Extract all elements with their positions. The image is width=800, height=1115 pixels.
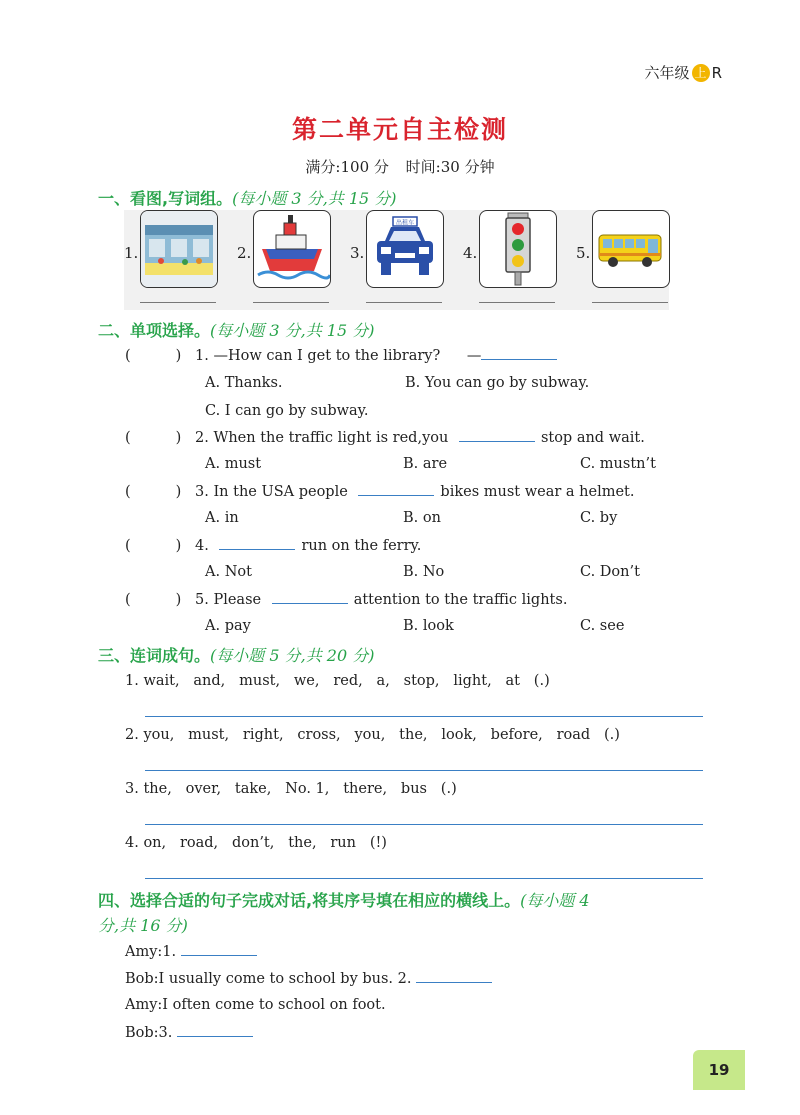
picture-item-4 [463, 210, 573, 310]
dialogue-line-3: Amy:I often come to school on foot. [125, 997, 386, 1013]
dialogue-text: Amy:1. [125, 944, 177, 960]
question-text: stop and wait. [540, 430, 645, 446]
option-b[interactable]: B. are [403, 456, 448, 472]
dialogue-text: Bob:3. [125, 1025, 173, 1041]
option-c[interactable]: C. mustn’t [580, 456, 656, 472]
section-3-heading [98, 643, 374, 666]
section-4-note: (每小题 4 [520, 891, 590, 910]
page-number: 19 [693, 1050, 745, 1090]
picture-item-3 [350, 210, 460, 310]
paren-open: ( [125, 430, 131, 446]
answer-blank[interactable] [140, 302, 216, 303]
question-2-2 [125, 429, 645, 446]
picture-number: 2. [237, 244, 252, 262]
question-2-1 [125, 347, 557, 364]
paren-open: ( [125, 348, 131, 364]
option-b[interactable]: B. look [403, 618, 454, 634]
paren-open: ( [125, 538, 131, 554]
grade-label: 六年级 [644, 64, 690, 82]
picture-number: 1. [124, 244, 139, 262]
subway-station-icon [140, 210, 218, 288]
dialogue-text: Bob:I usually come to school by bus. 2. [125, 971, 412, 987]
full-score: 满分:100 分 [305, 158, 389, 176]
option-a[interactable]: A. Not [205, 564, 252, 580]
answer-blank[interactable] [181, 943, 257, 956]
paren-close: ) [175, 538, 182, 554]
paren-close: ) [175, 484, 182, 500]
paren-close: ) [175, 430, 182, 446]
option-a[interactable]: A. must [205, 456, 262, 472]
answer-blank[interactable] [219, 537, 295, 550]
answer-blank[interactable] [592, 302, 668, 303]
taxi-icon [366, 210, 444, 288]
option-c[interactable]: C. by [580, 510, 618, 526]
section-4-title: 四、选择合适的句子完成对话,将其序号填在相应的横线上。 [98, 891, 521, 910]
bus-icon [592, 210, 670, 288]
answer-blank[interactable] [272, 591, 348, 604]
question-text: — [466, 348, 482, 364]
grade-tag [645, 62, 722, 83]
answer-blank[interactable] [459, 429, 535, 442]
section-3-note: (每小题 5 分,共 20 分) [210, 646, 375, 665]
question-2-3 [125, 483, 634, 500]
section-2-note: (每小题 3 分,共 15 分) [210, 321, 375, 340]
option-a[interactable]: A. Thanks. [205, 375, 283, 391]
ferry-icon [253, 210, 331, 288]
section-1-note: (每小题 3 分,共 15 分) [232, 189, 397, 208]
paren-close: ) [175, 592, 182, 608]
question-text: attention to the traffic lights. [353, 592, 568, 608]
answer-blank[interactable] [479, 302, 555, 303]
option-b[interactable]: B. No [403, 564, 445, 580]
reorder-question-3: 3. the, over, take, No. 1, there, bus (.) [125, 781, 457, 797]
traffic-light-icon [479, 210, 557, 288]
question-text: 3. In the USA people [195, 484, 348, 500]
edition-label: R [711, 63, 722, 82]
section-1-title: 一、看图,写词组。 [98, 189, 233, 208]
dialogue-line-2 [125, 970, 492, 987]
section-2-title: 二、单项选择。 [98, 321, 211, 340]
option-c[interactable]: C. I can go by subway. [205, 403, 369, 419]
section-4-note-cont: 分,共 16 分) [98, 916, 188, 935]
term-badge: 上 [692, 64, 710, 82]
option-b[interactable]: B. You can go by subway. [405, 375, 590, 391]
dialogue-line-1 [125, 943, 257, 960]
picture-number: 4. [463, 244, 478, 262]
question-2-4 [125, 537, 421, 554]
score-line [0, 156, 800, 177]
question-text: run on the ferry. [301, 538, 422, 554]
answer-blank[interactable] [416, 970, 492, 983]
paren-open: ( [125, 592, 131, 608]
question-2-5 [125, 591, 567, 608]
answer-line[interactable] [145, 770, 703, 771]
option-b[interactable]: B. on [403, 510, 441, 526]
section-1-heading [98, 186, 397, 209]
picture-number: 3. [350, 244, 365, 262]
page-title: 第二单元自主检测 [291, 115, 508, 144]
question-text: bikes must wear a helmet. [440, 484, 635, 500]
reorder-question-2: 2. you, must, right, cross, you, the, look, before, road (.) [125, 727, 620, 743]
answer-line[interactable] [145, 878, 703, 879]
option-c[interactable]: C. see [580, 618, 625, 634]
option-a[interactable]: A. in [205, 510, 239, 526]
answer-blank[interactable] [481, 347, 557, 360]
option-a[interactable]: A. pay [205, 618, 251, 634]
section-4-heading [98, 888, 590, 911]
question-text: 4. [195, 538, 209, 554]
picture-number: 5. [576, 244, 591, 262]
answer-blank[interactable] [366, 302, 442, 303]
dialogue-line-4 [125, 1024, 253, 1041]
question-text: 5. Please [195, 592, 262, 608]
paren-open: ( [125, 484, 131, 500]
answer-line[interactable] [145, 716, 703, 717]
section-2-heading [98, 318, 374, 341]
section-4-heading-cont [98, 913, 188, 936]
paren-close: ) [175, 348, 182, 364]
answer-line[interactable] [145, 824, 703, 825]
reorder-question-4: 4. on, road, don’t, the, run (!) [125, 835, 387, 851]
reorder-question-1: 1. wait, and, must, we, red, a, stop, light, at (.) [125, 673, 550, 689]
picture-item-5 [576, 210, 686, 310]
question-text: 2. When the traffic light is red,you [195, 430, 449, 446]
time-limit: 时间:30 分钟 [405, 158, 495, 176]
answer-blank[interactable] [358, 483, 434, 496]
question-text: 1. —How can I get to the library? [195, 348, 441, 364]
picture-item-2 [237, 210, 347, 310]
answer-blank[interactable] [253, 302, 329, 303]
picture-row [124, 210, 669, 310]
taxi-sign-text: 出租车 [395, 219, 415, 227]
section-3-title: 三、连词成句。 [98, 646, 211, 665]
picture-item-1 [124, 210, 234, 310]
answer-blank[interactable] [177, 1024, 253, 1037]
option-c[interactable]: C. Don’t [580, 564, 640, 580]
